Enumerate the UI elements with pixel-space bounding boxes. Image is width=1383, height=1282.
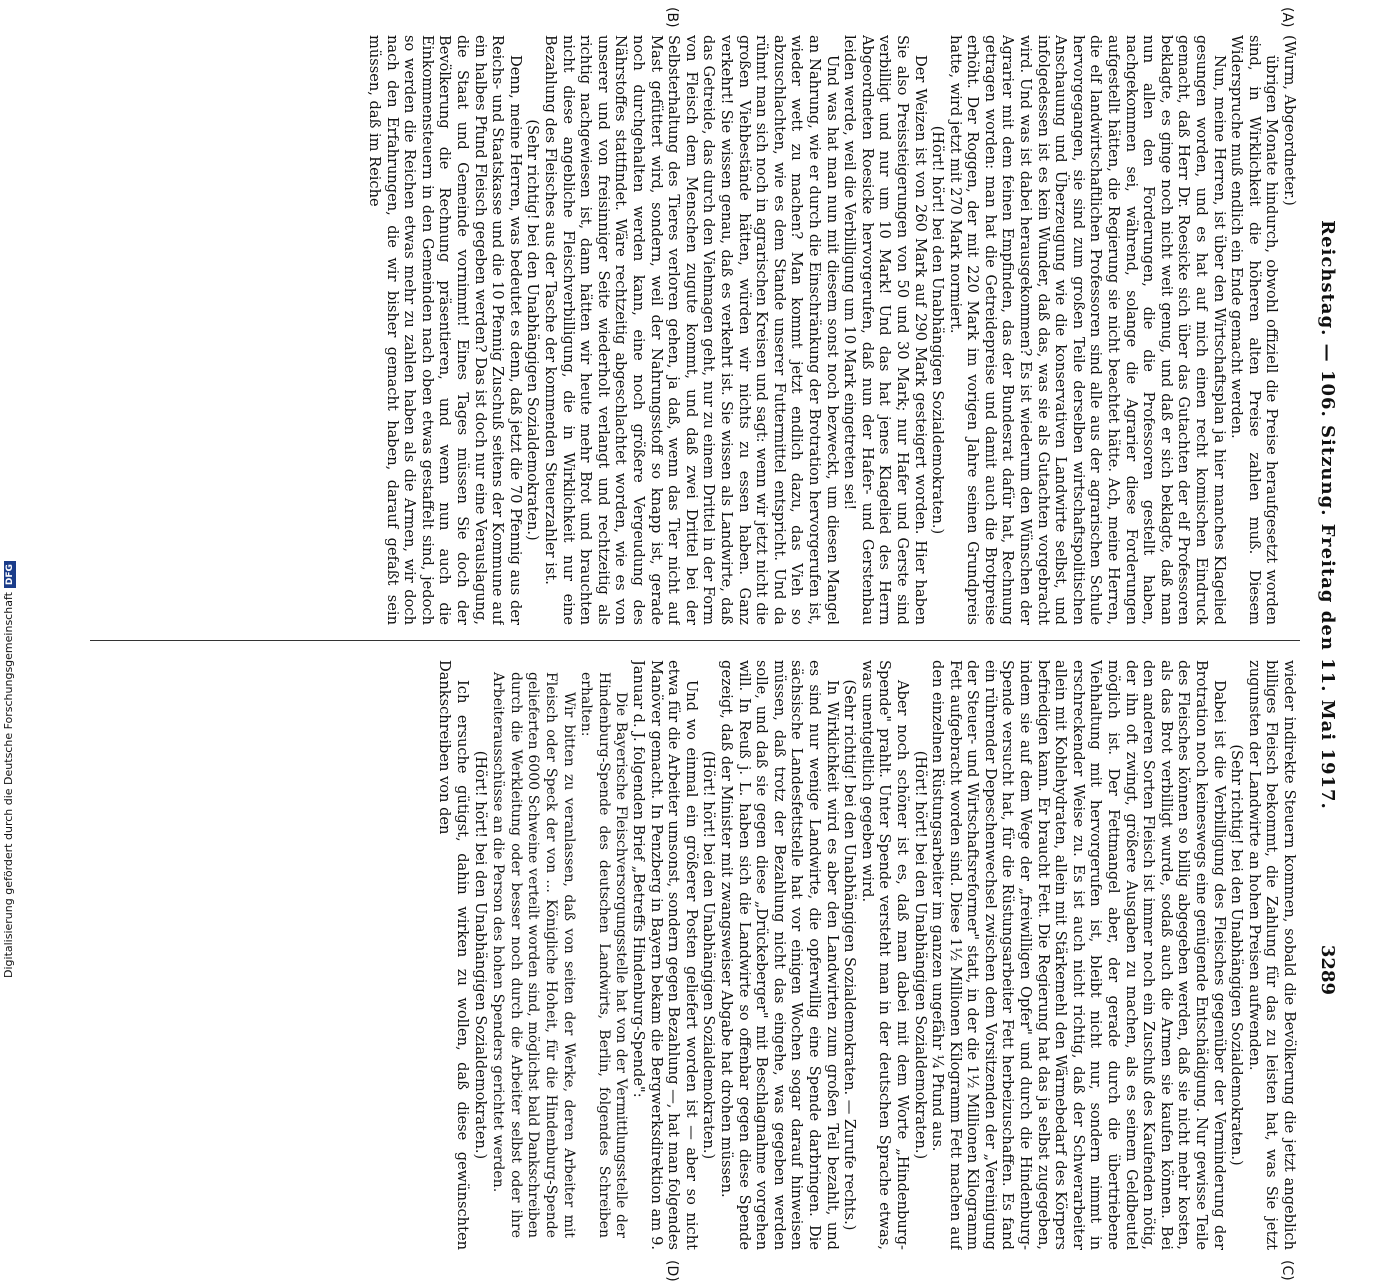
margin-mark-a: (A) — [1279, 7, 1295, 28]
interjection: (Sehr richtig! bei den Unabhängigen Sozialdemokraten.) — [524, 119, 542, 541]
paragraph: Ich ersuche gütigst, dahin wirken zu wollen, daß diese gewünschten Dankschreiben von den — [436, 660, 472, 1250]
paragraph: Aber noch schöner ist es, daß man dabei mit dem Worte „Hindenburg-Spende" prahlt. Unter Spende versteht man in der deutschen Sprache etwas, was unentgeltlich gegeben wird. — [858, 660, 911, 1250]
paragraph: In Wirklichkeit wird es aber den Landwirten zum großen Teil bezahlt, und es sind nur wenige Landwirte, die opferwillig eine Spende darbringen. Die sächsische Landesfettstelle hat vor einigen Wochen sogar darauf hinweisen müssen, daß trotz der Bezahlung nicht das eingehe, was gegeben werden solle, und daß sie gegen diese „Drückeberger" mit Beschlagnahme vorgehen will. In Reuß j. L. haben sich die Landwirte so offenbar gegen diese Spende gezeigt, daß der Minister mit zwangsweiser Abgabe hat drohen müssen. — [718, 660, 841, 1250]
paragraph: Nun, meine Herren, ist über den Wirtschaftsplan ja hier manches Klagelied gesungen worden, und es hat auf mich einen recht komischen Eindruck gemacht, daß Herr Dr. Roesicke sich über das Gutachten der elf Professoren beklagte, es ginge noch nicht weit genug, und daß er sich beklagte, daß man nun allen den Forderungen, die die Professoren gestellt haben, nachgekommen sei, während, solange die Agrarier diese Forderungen aufgestellt hätten, die Regierung sie nicht beachtet hätte. Ach, meine Herren, die elf landwirtschaftlichen Professoren sind alle aus der agrarischen Schule hervorgegangen, sie sind zum großen Teile derselben wirtschaftspolitischen Anschauung und Überzeugung wie die konservativen Landwirte selbst, und infolgedessen ist es kein Wunder, daß das, was sie als Gutachten vorgebracht wird. Und was ist dabei herausgekommen? Es ist wiederum den Wünschen der Agrarier mit dem feinen Empfinden, das der Bundesrat dafür hat, Rechnung getragen worden: man hat die Getreidepreise und damit auch die Brotpreise erhöht. Der Roggen, der mit 220 Mark im vorigen Jahre seinen Grundpreis hatte, wird jetzt mit 270 Mark normiert. — [946, 35, 1228, 625]
credit-text: Digitalisierung gefördert durch die Deutsche Forschungsgemeinschaft — [2, 592, 15, 978]
newspaper-page — [40, 7, 1340, 1282]
paragraph: Und was hat man nun mit diesem sonst noch bezweckt, um diesen Mangel an Nahrung, wie er durch die Einschränkung der Brotration hervorgerufen ist, wieder wett zu machen? Man kommt jetzt endlich dazu, das Vieh so abzuschlachten, wie es dem Stande unserer Futtermittel entspricht. Und da rühmt man sich noch in agrarischen Kreisen und sagt: wenn wir jetzt nicht die großen Viehbestände hätten, würden wir nichts zu essen haben. Ganz verkehrt! Sie wissen genau, daß es verkehrt ist. Sie wissen als Landwirte, daß das Getreide, das durch den Viehmagen geht, nur zu einem Drittel in der Form von Fleisch dem Menschen zugute kommt, und daß zwei Drittel bei der Selbsterhaltung des Tieres verloren gehen, ja daß, wenn das Tier nicht auf Mast gefüttert wird, sondern, weil der Nahrungsstoff so knapp ist, gerade noch durchgehalten werden kann, eine noch größere Vergeudung des Nährstoffes stattfindet. Wäre rechtzeitig abgeschlachtet worden, wie es von unserer und von freisinniger Seite wiederholt verlangt und rechtzeitig als richtig nachgewiesen ist, dann hätten wir heute mehr Brot und brauchten nicht diese angebliche Fleischverbilligung, die in Wirklichkeit nur eine Bezahlung des Fleisches aus der Tasche der kommenden Steuerzahler ist. — [542, 35, 841, 625]
quoted-text: Wir bitten zu veranlassen, daß von seiten der Werke, deren Arbeiter mit Fleisch oder Speck der von ... Königliche Hoheit, für die Hindenburg-Spende gelieferten 6000 Schweine verteilt worden sind, möglichst bald Dankschreiben durch die Werkleitung oder besser noch durch die Arbeiter selbst oder ihre Arbeiterausschüsse an die Person des hohen Spenders gerichtet werden. — [490, 672, 577, 1238]
interjection: (Hört! hört! bei den Unabhängigen Sozialdemokraten.) — [911, 750, 929, 1160]
margin-mark-d: (D) — [664, 1260, 680, 1282]
interjection: (Sehr richtig! bei den Unabhängigen Sozialdemokraten.) — [1228, 744, 1246, 1166]
margin-mark-c: (C) — [1279, 1260, 1295, 1281]
page-number: 3289 — [1317, 944, 1338, 995]
dfg-logo: DFG — [4, 561, 16, 588]
interjection: (Sehr richtig! bei den Unabhängigen Sozialdemokraten. — Zurufe rechts.) — [841, 679, 859, 1231]
speaker-name: (Wurm, Abgeordneter.) — [1281, 35, 1298, 206]
paragraph: Denn, meine Herren, was bedeutet es denn, daß jetzt die 70 Pfennig aus der Reichs- und Staatskasse und die 10 Pfennig Zuschuß seitens der Kommune auf ein halbes Pfund Fleisch gegeben werden? Das ist doch nur eine Verauslagung, die Staat und Gemeinde vornimmt! Eines Tages müssen Sie doch der Bevölkerung die Rechnung präsentieren, und wenn nun auch die Einkommensteuern in den Gemeinden nach oben etwas gestaffelt sind, jedoch so werden die Reichen etwas mehr zu zahlen haben als die Armen, wir doch nach den Erfahrungen, die wir bisher gemacht haben, darauf gefaßt sein müssen, daß im Reiche — [366, 35, 524, 625]
paragraph: Dabei ist die Verbilligung des Fleisches gegenüber der Verminderung der Brotration noch keineswegs eine genügende Entschädigung. Nur gewisse Teile des Fleisches können so billig abgegeben werden, daß sie nicht mehr kosten, als das Brot verbilligt wurde, sodaß auch die Armen sie kaufen können. Bei den anderen Sorten Fleisch ist immer noch ein Zuschuß des Kaufenden nötig, der ihn oft zwingt, größere Ausgaben zu machen, als es seinem Geldbeutel möglich ist. Der Fettmangel aber, der gerade durch die übertriebene Viehhaltung mit hervorgerufen ist, bleibt nicht nur, sondern nimmt in erschreckender Weise zu. Es ist auch nicht richtig, daß der Schwerarbeiter allein mit Kohlehydraten, allein mit Stärkemehl den Wärmebedarf des Körpers befriedigen kann. Er braucht Fett. Die Regierung hat das ja selbst zugegeben, indem sie auf dem Wege der „freiwilligen Opfer" und durch die Hindenburg-Spende versucht hat, für die Rüstungsarbeiter Fett herbeizuschaffen. Es fand ein rührender Depeschenwechsel zwischen dem Vorsitzenden der „Vereinigung der Steuer- und Wirtschaftsreformer" statt, in der die 1½ Millionen Kilogramm Fett aufgebracht worden sind. Diese 1½ Millionen Kilogramm Fett machen auf den einzelnen Rüstungsarbeiter im ganzen ungefähr ¼ Pfund aus. — [929, 660, 1228, 1250]
page-header — [1310, 35, 1340, 995]
interjection: (Hört! hört! bei den Unabhängigen Sozialdemokraten.) — [700, 750, 718, 1160]
interjection: (Hört! hört! bei den Unabhängigen Sozialdemokraten.) — [929, 125, 947, 535]
digitization-credit — [2, 561, 16, 978]
paragraph: Der Weizen ist von 260 Mark auf 290 Mark gesteigert worden. Hier haben Sie also Preissteigerungen von 50 und 30 Mark; nur Hafer und Gerste sind verbilligt und nur um 10 Mark! Und das hat jenes Klagelied des Herrn Abgeordneten Roesicke hervorgerufen, daß nun der Hafer- und Gerstenbau leiden werde, weil die Verbilligung um 10 Mark eingetreten sei! — [841, 35, 929, 625]
paragraph: Und wo einmal ein größerer Posten geliefert worden ist — aber so nicht etwa für die Arbeiter umsonst, sondern gegen Bezahlung —, hat man folgendes Manöver gemacht. In Penzberg in Bayern bekam die Bergwerksdirektion am 9. Januar d. J. folgenden Brief „Betreffs Hindenburg-Spende": — [630, 660, 700, 1250]
right-column — [98, 660, 1298, 1250]
page-title: Reichstag. — 106. Sitzung. Freitag den 11. Mai 1917. — [1317, 220, 1338, 810]
margin-mark-b: (B) — [664, 7, 680, 28]
quoted-text: Die Bayerische Fleischversorgungsstelle hat von der Vermittlungsstelle der Hindenburg-Spende des deutschen Landwirts, Berlin, folgendes Schreiben erhalten: — [578, 672, 630, 1238]
paragraph: wieder indirekte Steuern kommen, sobald die Bevölkerung die jetzt angeblich billiges Fleisch bekommt, die Zahlung für das zu leisten hat, was Sie jetzt zugunsten der Landwirte an hohen Preisen aufwenden. — [1245, 660, 1298, 1250]
interjection: (Hört! hört! bei den Unabhängigen Sozialdemokraten.) — [471, 750, 489, 1160]
column-divider — [90, 640, 1300, 641]
paragraph: übrigen Monate hindurch, obwohl offiziell die Preise heraufgesetzt worden sind, in Wirklichkeit die höheren alten Preise zahlen muß. Diesem Widerspruche muß endlich ein Ende gemacht werden. — [1228, 35, 1281, 625]
left-column — [98, 35, 1298, 625]
